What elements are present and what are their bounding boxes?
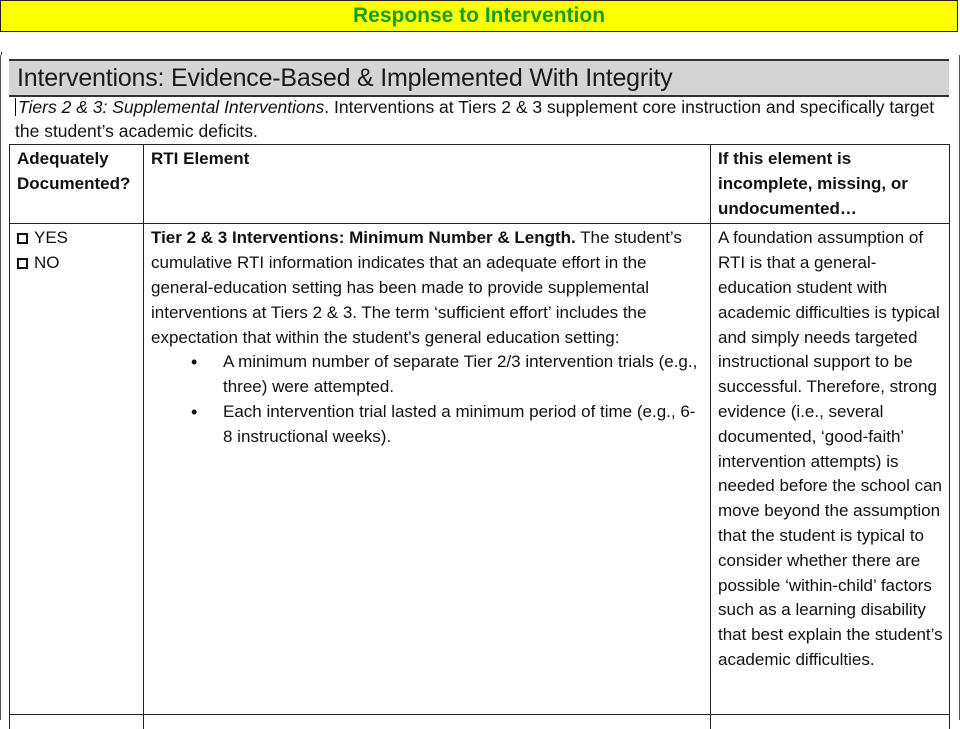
documented-cell <box>10 224 144 715</box>
no-label: NO <box>34 253 60 273</box>
no-option[interactable] <box>17 251 137 276</box>
list-item: • A minimum number of separate Tier 2/3 intervention trials (e.g., three) were attempted. <box>223 350 704 400</box>
header-adequately-documented: Adequately Documented? <box>10 145 144 224</box>
consequence-cell: A foundation assumption of RTI is that a general-education student with academic difficulties is typical and simply needs targeted instructional support to be successful. Therefore, strong evidence (i.e., several documented, ‘good-faith’ intervention attempts) is needed before the school can move beyond the assumption that the student is typical to consider whether there are possible ‘within-child’ factors such as a learning disability that best explain the student’s academic difficulties. <box>711 224 950 715</box>
table-header-row <box>10 145 950 224</box>
document-page <box>0 55 960 720</box>
element-title: Tier 2 & 3 Interventions: Minimum Number & Length. <box>151 228 576 248</box>
table-row <box>10 224 950 715</box>
header-if-incomplete: If this element is incomplete, missing, or undocumented… <box>711 145 950 224</box>
element-description <box>151 226 704 350</box>
banner-title: Response to Intervention <box>352 4 606 27</box>
partial-cell <box>10 715 144 729</box>
rti-element-cell <box>144 224 711 715</box>
criteria-list <box>151 350 704 449</box>
intro-italic: Tiers 2 & 3: Supplemental Interventions <box>18 97 325 117</box>
list-item: • Each intervention trial lasted a minimum period of time (e.g., 6-8 instructional weeks). <box>223 400 704 450</box>
yes-label: YES <box>34 228 69 248</box>
yes-option[interactable] <box>17 226 137 251</box>
partial-cell <box>711 715 950 729</box>
document-title: Interventions: Evidence-Based & Implemented With Integrity <box>17 63 673 92</box>
no-checkbox[interactable] <box>17 258 28 269</box>
document-header <box>9 59 949 97</box>
element-text: The student’s cumulative RTI information indicates that an adequate effort in the general-education setting has been made to provide supplemental interventions at Tiers 2 & 3. The term ‘sufficient effort’ includes the expectation that within the student’s general education setting: <box>151 228 682 347</box>
title-banner <box>0 0 958 32</box>
rti-table <box>9 144 950 729</box>
yes-checkbox[interactable] <box>17 233 28 244</box>
intro-paragraph <box>15 95 950 143</box>
text-cursor <box>15 98 16 116</box>
partial-cell <box>144 715 711 729</box>
header-rti-element: RTI Element <box>144 145 711 224</box>
intro-rest: . Interventions at Tiers 2 & 3 supplement core instruction and specifically target the student’s academic deficits. <box>15 97 935 141</box>
table-row-partial <box>10 715 950 729</box>
